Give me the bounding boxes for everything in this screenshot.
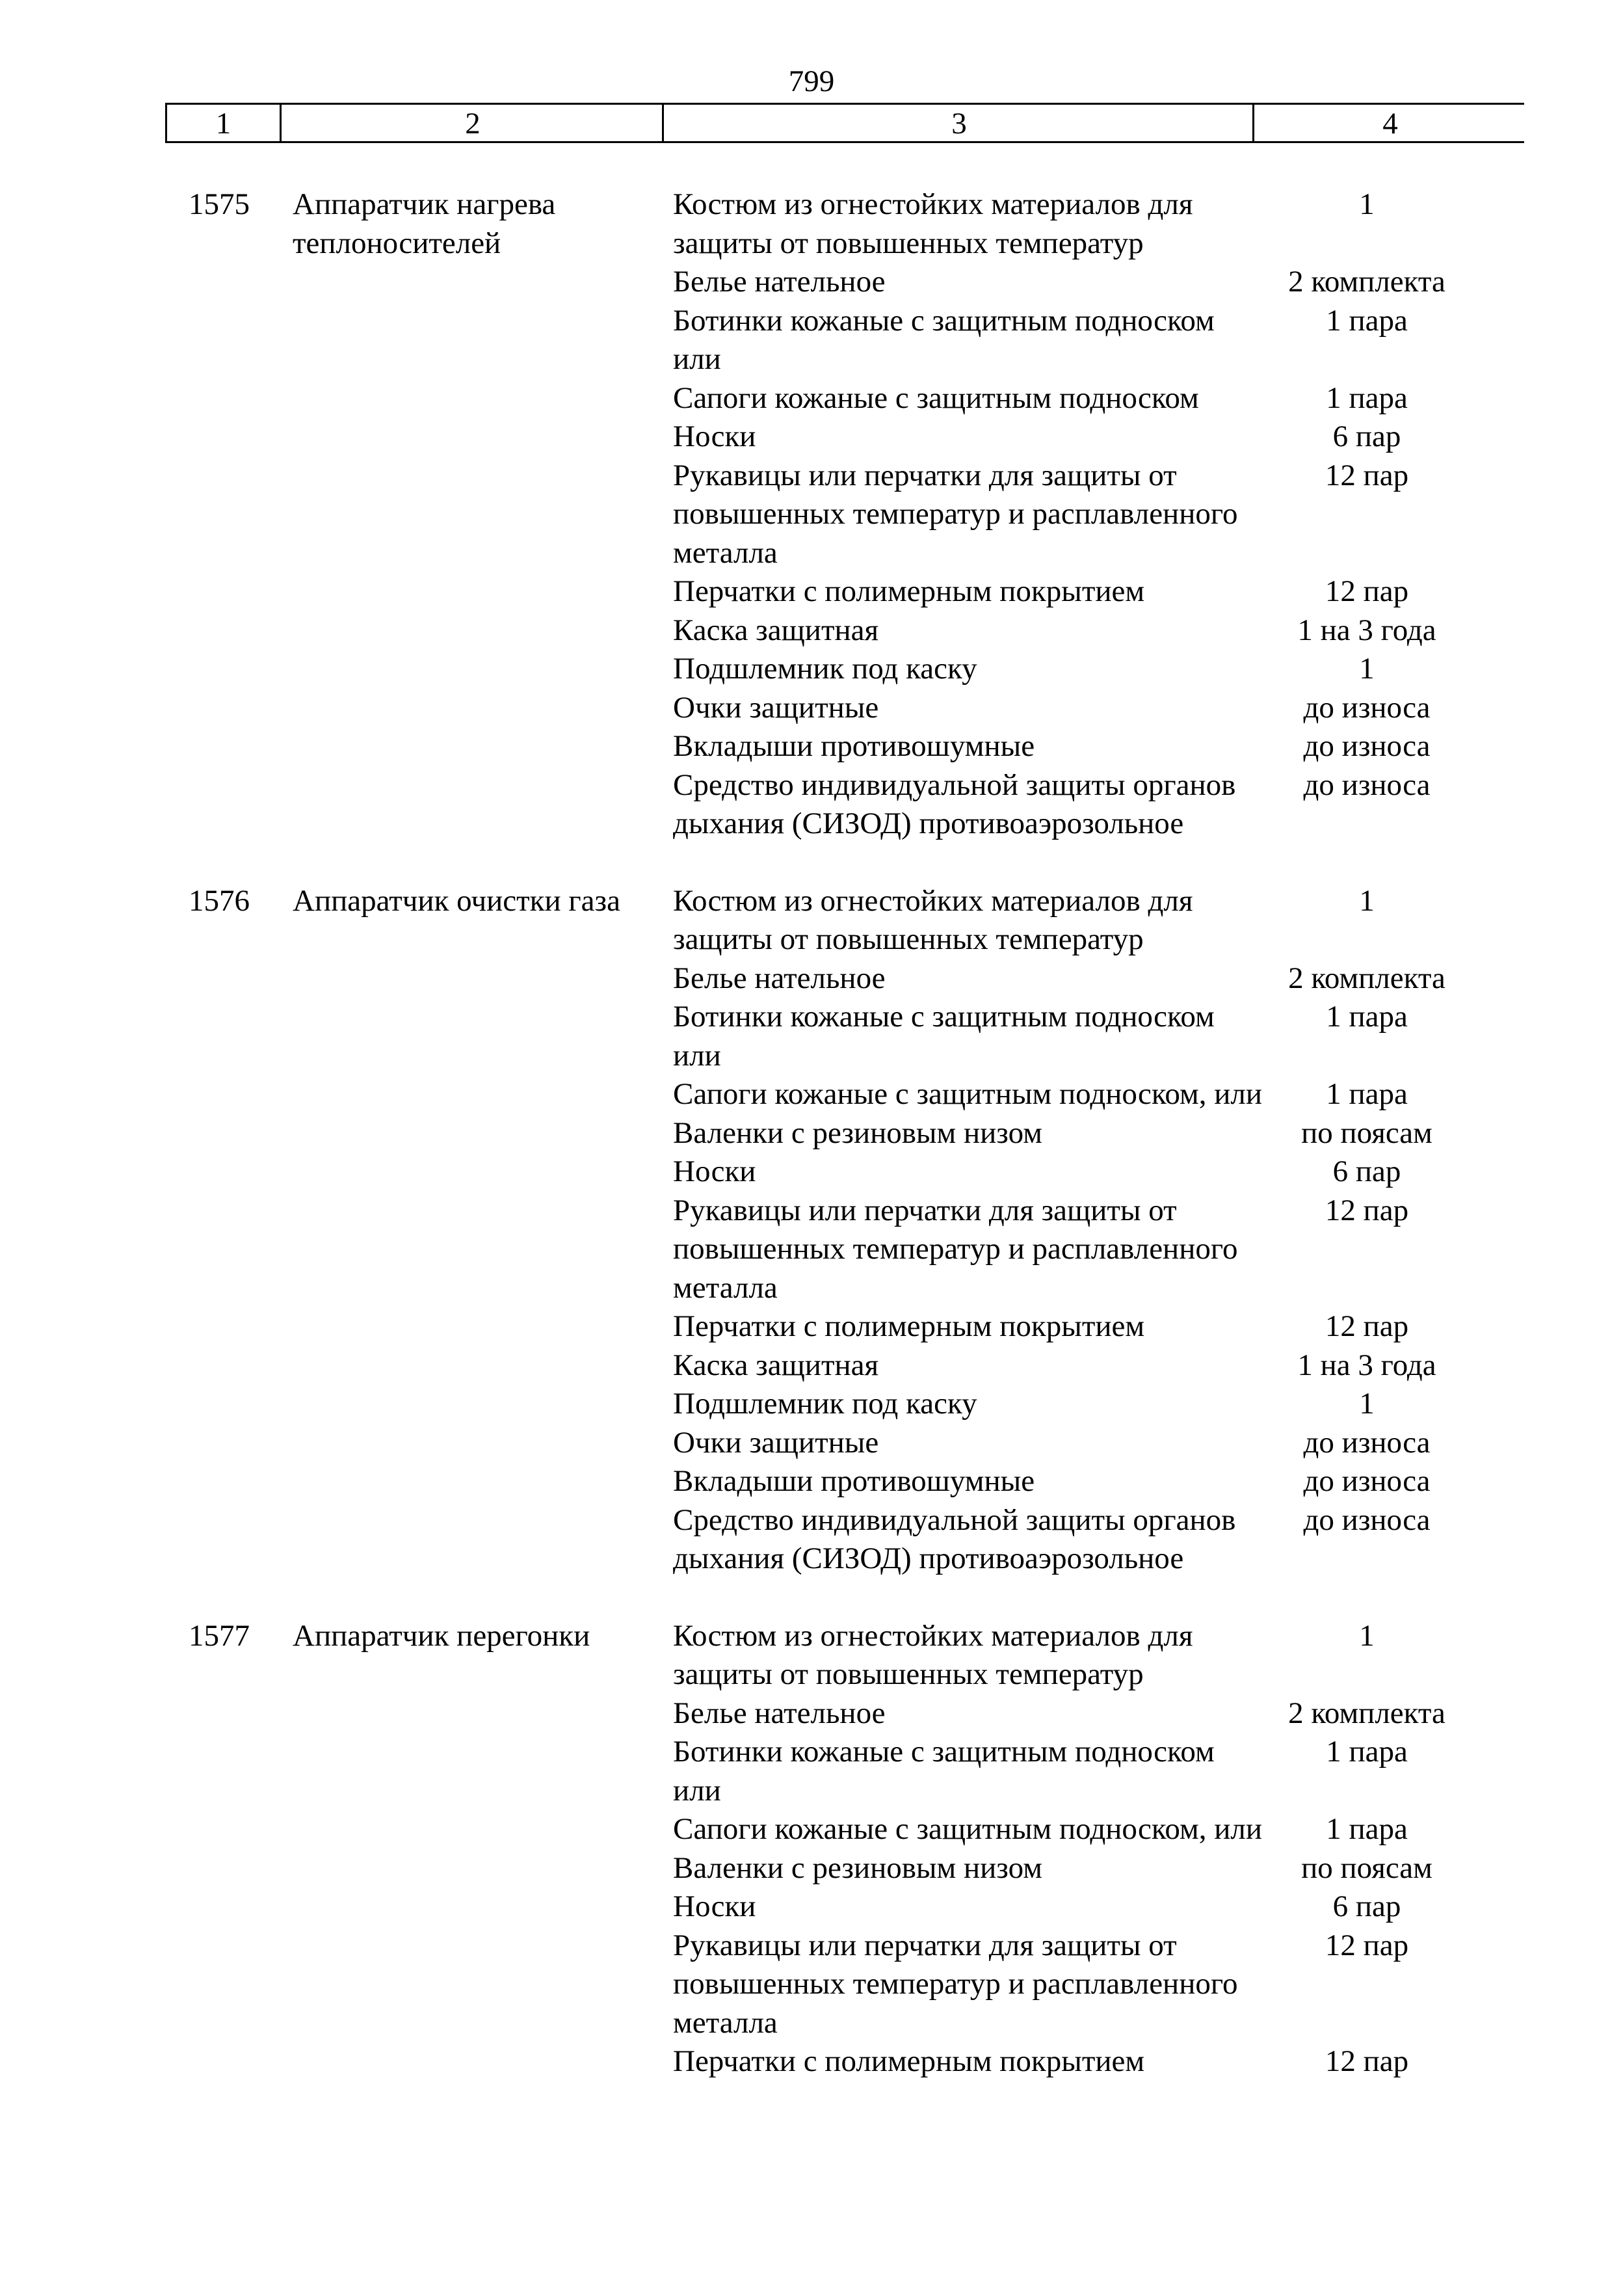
- list-item: [673, 1385, 1518, 1424]
- item-norm: 12 пар: [1325, 1193, 1409, 1227]
- item-name: Перчатки с полимерным покрытием: [673, 2044, 1145, 2078]
- list-item: [673, 1075, 1518, 1114]
- item-norm: 12 пар: [1325, 1309, 1409, 1343]
- item-name: Рукавицы или перчатки для защиты от повышенных температур и расплавленного металла: [673, 1193, 1238, 1305]
- item-norm: 12 пар: [1325, 574, 1409, 608]
- list-item: [673, 572, 1518, 611]
- item-norm: до износа: [1303, 768, 1431, 802]
- table-row: [0, 185, 1623, 844]
- table-row: [0, 882, 1623, 1579]
- list-item: [673, 1617, 1518, 1694]
- list-item: [673, 1733, 1518, 1810]
- list-item: [673, 882, 1518, 959]
- list-item: [673, 379, 1518, 418]
- list-item: [673, 1694, 1518, 1733]
- ppe-list: [673, 882, 1518, 1579]
- item-name: Костюм из огнестойких материалов для защиты от повышенных температур: [673, 1618, 1193, 1691]
- list-item: [673, 1927, 1518, 2043]
- list-item: [673, 650, 1518, 689]
- table-row: [0, 1617, 1623, 2081]
- row-number: 1575: [189, 187, 250, 221]
- list-item: [673, 1888, 1518, 1927]
- item-norm: 1: [1359, 652, 1375, 686]
- item-norm: 2 комплекта: [1288, 1696, 1445, 1730]
- list-item: [673, 1346, 1518, 1385]
- item-norm: 1 пара: [1326, 1812, 1408, 1846]
- item-name: Средство индивидуальной защиты органов дыхания (СИЗОД) противоаэрозольное: [673, 1502, 1236, 1575]
- item-norm: 12 пар: [1325, 1928, 1409, 1962]
- item-name: Белье нательное: [673, 961, 886, 995]
- table-header: [165, 103, 1524, 143]
- list-item: [673, 611, 1518, 650]
- item-name: Вкладыши противошумные: [673, 729, 1035, 763]
- list-item: [673, 1849, 1518, 1888]
- item-norm: до износа: [1303, 1464, 1431, 1498]
- item-name: Подшлемник под каску: [673, 652, 977, 686]
- list-item: [673, 185, 1518, 263]
- list-item: [673, 998, 1518, 1075]
- profession-name: Аппаратчик очистки газа: [293, 883, 620, 918]
- item-norm: 1: [1359, 883, 1375, 918]
- item-name: Сапоги кожаные с защитным подноском: [673, 380, 1199, 415]
- list-item: [673, 1192, 1518, 1308]
- item-norm: по поясам: [1301, 1115, 1432, 1150]
- list-item: [673, 1501, 1518, 1579]
- item-name: Очки защитные: [673, 1425, 879, 1460]
- item-name: Валенки с резиновым низом: [673, 1850, 1042, 1885]
- list-item: [673, 263, 1518, 302]
- item-norm: 1 пара: [1326, 1000, 1408, 1034]
- list-item: [673, 1462, 1518, 1501]
- item-name: Вкладыши противошумные: [673, 1464, 1035, 1498]
- header-col-4: 4: [1252, 105, 1526, 141]
- item-norm: 1 на 3 года: [1297, 1348, 1436, 1382]
- item-name: Рукавицы или перчатки для защиты от повышенных температур и расплавленного металла: [673, 458, 1238, 570]
- item-norm: до износа: [1303, 729, 1431, 763]
- list-item: [673, 766, 1518, 844]
- list-item: [673, 689, 1518, 728]
- item-name: Ботинки кожаные с защитным подноском или: [673, 303, 1215, 376]
- list-item: [673, 1307, 1518, 1346]
- list-item: [673, 727, 1518, 766]
- row-number: 1577: [189, 1618, 250, 1653]
- item-name: Средство индивидуальной защиты органов дыхания (СИЗОД) противоаэрозольное: [673, 768, 1236, 840]
- item-name: Ботинки кожаные с защитным подноском или: [673, 1000, 1215, 1073]
- item-norm: 1: [1359, 187, 1375, 221]
- item-norm: 2 комплекта: [1288, 265, 1445, 299]
- item-name: Перчатки с полимерным покрытием: [673, 1309, 1145, 1343]
- item-name: Белье нательное: [673, 1696, 886, 1730]
- item-name: Костюм из огнестойких материалов для защиты от повышенных температур: [673, 883, 1193, 956]
- list-item: [673, 1810, 1518, 1849]
- item-name: Каска защитная: [673, 1348, 879, 1382]
- item-norm: до износа: [1303, 1502, 1431, 1537]
- item-name: Белье нательное: [673, 265, 886, 299]
- row-number: 1576: [189, 883, 250, 918]
- list-item: [673, 2042, 1518, 2081]
- list-item: [673, 959, 1518, 998]
- list-item: [673, 1153, 1518, 1192]
- item-norm: 1: [1359, 1387, 1375, 1421]
- list-item: [673, 418, 1518, 457]
- item-norm: 6 пар: [1332, 420, 1401, 453]
- item-norm: 12 пар: [1325, 458, 1409, 492]
- profession-name: Аппаратчик перегонки: [293, 1618, 590, 1653]
- item-name: Носки: [673, 1889, 756, 1923]
- item-name: Носки: [673, 420, 756, 453]
- item-name: Перчатки с полимерным покрытием: [673, 574, 1145, 608]
- item-norm: 1 на 3 года: [1297, 613, 1436, 647]
- item-norm: до износа: [1303, 690, 1431, 725]
- item-norm: 1 пара: [1326, 1077, 1408, 1111]
- item-name: Очки защитные: [673, 690, 879, 725]
- item-name: Сапоги кожаные с защитным подноском, или: [673, 1077, 1262, 1111]
- item-name: Валенки с резиновым низом: [673, 1115, 1042, 1150]
- item-name: Рукавицы или перчатки для защиты от повышенных температур и расплавленного металла: [673, 1928, 1238, 2040]
- item-name: Подшлемник под каску: [673, 1387, 977, 1421]
- ppe-list: [673, 1617, 1518, 2081]
- item-norm: 1 пара: [1326, 380, 1408, 415]
- header-col-1: 1: [215, 107, 231, 140]
- item-norm: 1 пара: [1326, 1735, 1408, 1769]
- item-name: Носки: [673, 1155, 756, 1188]
- item-name: Сапоги кожаные с защитным подноском, или: [673, 1812, 1262, 1846]
- item-name: Ботинки кожаные с защитным подноском или: [673, 1735, 1215, 1808]
- page-number: 799: [788, 64, 835, 98]
- item-norm: 2 комплекта: [1288, 961, 1445, 995]
- item-norm: 1: [1359, 1618, 1375, 1653]
- list-item: [673, 302, 1518, 379]
- item-norm: по поясам: [1301, 1850, 1432, 1885]
- table-body: [0, 185, 1623, 2120]
- list-item: [673, 457, 1518, 573]
- item-norm: 6 пар: [1332, 1155, 1401, 1188]
- item-norm: 1 пара: [1326, 303, 1408, 338]
- item-norm: 6 пар: [1332, 1889, 1401, 1923]
- ppe-list: [673, 185, 1518, 844]
- list-item: [673, 1114, 1518, 1153]
- list-item: [673, 1424, 1518, 1463]
- item-name: Каска защитная: [673, 613, 879, 647]
- header-col-2: 2: [280, 105, 664, 141]
- item-name: Костюм из огнестойких материалов для защиты от повышенных температур: [673, 187, 1193, 260]
- item-norm: до износа: [1303, 1425, 1431, 1460]
- header-col-3: 3: [662, 105, 1254, 141]
- item-norm: 12 пар: [1325, 2044, 1409, 2078]
- profession-name: Аппаратчик нагрева теплоносителей: [293, 187, 556, 260]
